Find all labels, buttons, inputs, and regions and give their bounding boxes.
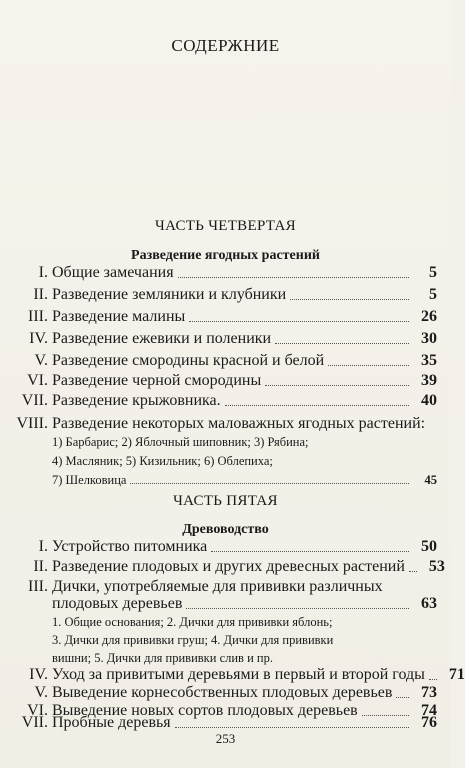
toc-entry <box>8 417 437 433</box>
dot-leader <box>429 679 437 680</box>
toc-entry-number: II. <box>33 558 48 575</box>
toc-entry-label: Разведение ежевики и поленики <box>52 330 272 347</box>
toc-entry-number: V. <box>34 352 48 369</box>
dot-leader <box>275 343 409 344</box>
toc-entry-number: VII. <box>21 392 48 409</box>
toc-entry-number: III. <box>28 308 48 325</box>
toc-entry <box>8 288 437 304</box>
toc-subentry <box>52 632 437 648</box>
toc-entry-page: 45 <box>424 473 437 487</box>
dot-leader <box>225 405 409 406</box>
part-five-section-title: Древоводство <box>182 522 269 537</box>
toc-entry-page: 50 <box>421 538 437 555</box>
dot-leader <box>265 385 409 386</box>
toc-entry-label: Разведение некоторых маловажных ягодных растений: <box>52 415 426 432</box>
toc-entry <box>8 394 437 410</box>
toc-entry-label: Дички, употребляемые для прививки различных <box>52 578 383 595</box>
toc-subentry <box>52 614 437 630</box>
toc-entry-label: Разведение земляники и клубники <box>52 286 287 303</box>
toc-entry-label: Выведение корнесобственных плодовых деревьев <box>52 684 393 701</box>
toc-entry-page: 40 <box>421 392 437 409</box>
toc-entry <box>8 332 437 348</box>
toc-entry-label: Разведение черной смородины <box>52 372 262 389</box>
toc-entry <box>8 374 437 390</box>
toc-entry-label: Устройство питомника <box>52 538 208 555</box>
toc-entry-page: 63 <box>421 595 437 612</box>
part-four-section-title: Разведение ягодных растений <box>131 248 320 263</box>
toc-entry-number: II. <box>33 286 48 303</box>
toc-subentry-text: 1) Барбарис; 2) Яблочный шиповник; 3) Рябина; <box>52 435 309 449</box>
dot-leader <box>175 727 409 728</box>
toc-subentry-text: 4) Масляник; 5) Кизильник; 6) Облепиха; <box>52 454 273 468</box>
toc-subentry-text: 1. Общие основания; 2. Дички для прививки яблонь; <box>52 615 333 629</box>
toc-entry-label: Выведение новых сортов плодовых деревьев <box>52 702 358 719</box>
toc-subentry-text: вишни; 5. Дички для прививки слив и пр. <box>52 651 273 665</box>
toc-subentry-text: 3. Дички для прививки груш; 4. Дички для прививки <box>52 633 334 647</box>
toc-entry-page: 39 <box>421 372 437 389</box>
dot-leader <box>211 551 409 552</box>
toc-entry-label: Разведение крыжовника. <box>52 392 221 409</box>
toc-entry <box>8 354 437 370</box>
toc-subentry <box>52 472 437 488</box>
toc-entry-page: 5 <box>429 264 437 281</box>
toc-entry-page: 73 <box>421 684 437 701</box>
toc-subentry <box>52 434 437 450</box>
toc-entry-page: 30 <box>421 330 437 347</box>
toc-entry-page: 74 <box>421 702 437 719</box>
toc-entry-number: I. <box>38 538 48 555</box>
toc-subentry <box>52 453 437 469</box>
toc-subentry-text: 7) Шелковица <box>52 473 127 487</box>
toc-entry <box>8 540 437 556</box>
toc-entry-label: Общие замечания <box>52 264 174 281</box>
toc-entry-page: 5 <box>429 286 437 303</box>
toc-entry-page: 35 <box>421 352 437 369</box>
toc-entry-number: III. <box>28 578 48 595</box>
toc-entry <box>8 666 465 684</box>
dot-leader <box>396 697 409 698</box>
toc-entry-number: VII. <box>21 714 48 731</box>
dot-leader <box>290 299 409 300</box>
page-number: 253 <box>215 731 236 746</box>
toc-entry-page: 71 <box>448 666 465 683</box>
page-title: СОДЕРЖНИЕ <box>171 36 280 55</box>
toc-entry-number: VI. <box>27 702 48 719</box>
toc-entry-number: IV. <box>29 330 48 347</box>
part-four-heading: ЧАСТЬ ЧЕТВЕРТАЯ <box>155 218 296 234</box>
toc-entry-page: 53 <box>428 558 445 575</box>
toc-entry-number: VIII. <box>16 415 48 432</box>
toc-entry-number: V. <box>34 684 48 701</box>
toc-entry-label: Разведение малины <box>52 308 186 325</box>
toc-entry-label: Пробные деревья <box>52 714 171 731</box>
dot-leader <box>328 365 409 366</box>
toc-entry-number: VI. <box>27 372 48 389</box>
toc-entry <box>8 716 437 732</box>
toc-entry <box>8 310 437 326</box>
dot-leader <box>186 608 409 609</box>
toc-entry-label: плодовых деревьев <box>52 595 183 612</box>
part-five-heading: ЧАСТЬ ПЯТАЯ <box>173 493 278 509</box>
toc-subentry <box>52 650 437 666</box>
toc-entry-label: Разведение плодовых и других древесных растений <box>52 558 405 575</box>
toc-entry-continuation <box>8 597 437 613</box>
dot-leader <box>130 483 409 484</box>
toc-entry <box>8 686 437 702</box>
dot-leader <box>189 321 409 322</box>
dot-leader <box>409 571 417 572</box>
toc-entry <box>8 580 437 596</box>
toc-entry-label: Разведение смородины красной и белой <box>52 352 325 369</box>
toc-entry-page: 76 <box>421 714 437 731</box>
toc-entry <box>8 266 437 282</box>
dot-leader <box>178 277 409 278</box>
toc-entry-page: 26 <box>421 308 437 325</box>
toc-entry <box>8 558 445 576</box>
toc-entry-number: IV. <box>29 666 48 683</box>
toc-entry-number: I. <box>38 264 48 281</box>
toc-entry-label: Уход за привитыми деревьями в первый и второй годы <box>52 666 425 683</box>
